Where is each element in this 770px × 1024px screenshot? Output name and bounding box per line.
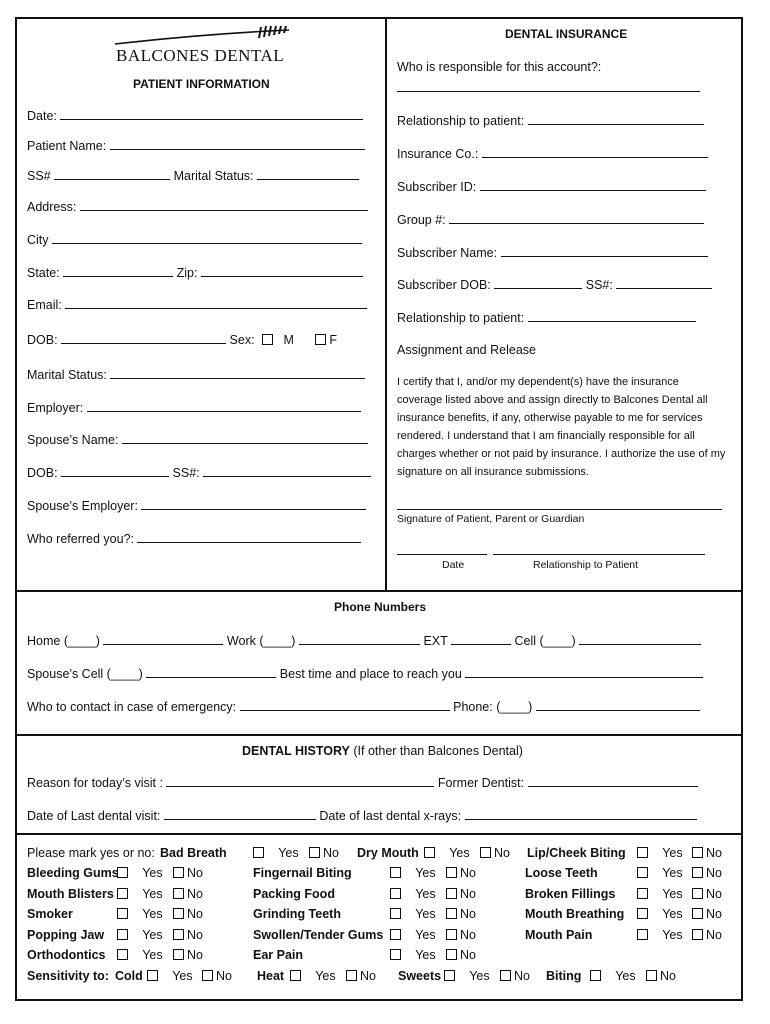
sensitivity-sweets-no-checkbox[interactable]: [500, 970, 511, 981]
condition-mouth-pain: Mouth Pain: [525, 928, 593, 942]
condition-mouth-breathing-no[interactable]: [692, 907, 722, 921]
condition-popping-jaw: Popping Jaw: [27, 928, 105, 942]
condition-dry-mouth-yes[interactable]: [424, 846, 470, 860]
sensitivity-sweets-no[interactable]: [500, 969, 530, 983]
signature-field[interactable]: [397, 498, 722, 513]
condition-grinding-teeth-yes-label: Yes: [412, 907, 436, 921]
condition-ear-pain-no[interactable]: [446, 948, 476, 962]
sensitivity-biting-no[interactable]: [646, 969, 676, 983]
condition-fingernail-biting-no-label: No: [460, 866, 476, 880]
condition-broken-fillings-no-checkbox[interactable]: [692, 888, 703, 899]
phone-row-1[interactable]: Home (____) Work (____) EXT Cell (____): [27, 633, 701, 648]
sign-relationship-field[interactable]: [493, 543, 705, 558]
employer-field[interactable]: Employer:: [27, 400, 361, 415]
condition-lip-cheek-biting-no[interactable]: [692, 846, 722, 860]
address-field[interactable]: Address:: [27, 199, 368, 214]
condition-grinding-teeth-no-label: No: [460, 907, 476, 921]
condition-fingernail-biting-no[interactable]: [446, 866, 476, 880]
date-field[interactable]: Date:: [27, 108, 363, 123]
sex-f-checkbox[interactable]: [315, 334, 326, 345]
assignment-text: I certify that I, and/or my dependent(s) have the insurance coverage listed above and assign directly to Balcones Dental all insurance benefits, if any, otherwise payable to me for services rendered. I understand that I am financially responsible for all charges whether or not paid by insurance. I authorize the use of my signature on all insurance submissions.: [397, 376, 726, 478]
dob-sex-field[interactable]: DOB: Sex: M F: [27, 333, 338, 347]
condition-mouth-pain-yes[interactable]: [637, 928, 683, 942]
subscriber-dob-field[interactable]: Subscriber DOB: SS#:: [397, 277, 712, 292]
condition-orthodontics-yes-checkbox[interactable]: [117, 949, 128, 960]
condition-dry-mouth: Dry Mouth: [357, 846, 419, 860]
sensitivity-biting-yes-checkbox[interactable]: [590, 970, 601, 981]
section-divider-history: [15, 734, 743, 736]
group-field[interactable]: Group #:: [397, 212, 704, 227]
condition-lip-cheek-biting-yes-label: Yes: [659, 846, 683, 860]
condition-swollen-tender-gums-yes[interactable]: [390, 928, 436, 942]
sensitivity-heat-yes[interactable]: [290, 969, 336, 983]
sensitivity-biting-no-label: No: [660, 969, 676, 983]
condition-bleeding-gums-no-checkbox[interactable]: [173, 867, 184, 878]
sex-m-checkbox[interactable]: [262, 334, 273, 345]
condition-loose-teeth-yes-label: Yes: [659, 866, 683, 880]
condition-fingernail-biting-yes[interactable]: [390, 866, 436, 880]
condition-orthodontics-no[interactable]: [173, 948, 203, 962]
condition-popping-jaw-no-label: No: [187, 928, 203, 942]
subscriber-name-field[interactable]: Subscriber Name:: [397, 245, 708, 260]
sensitivity-sweets-yes-label: Yes: [466, 969, 490, 983]
condition-mouth-blisters-no-checkbox[interactable]: [173, 888, 184, 899]
responsible-field[interactable]: [397, 80, 700, 95]
sensitivity-cold: Cold: [115, 969, 143, 983]
condition-mouth-breathing-no-checkbox[interactable]: [692, 908, 703, 919]
sign-relationship-label: Relationship to Patient: [533, 559, 639, 571]
condition-lip-cheek-biting-no-checkbox[interactable]: [692, 847, 703, 858]
condition-loose-teeth: Loose Teeth: [525, 866, 598, 880]
condition-bad-breath-no-label: No: [323, 846, 339, 860]
condition-ear-pain: Ear Pain: [253, 948, 304, 962]
sensitivity-sweets-yes[interactable]: [444, 969, 490, 983]
condition-dry-mouth-no[interactable]: [480, 846, 510, 860]
condition-fingernail-biting-yes-label: Yes: [412, 866, 436, 880]
phone-row-2[interactable]: Spouse’s Cell (____) Best time and place to reach you: [27, 666, 703, 681]
assignment-title: Assignment and Release: [397, 343, 536, 357]
condition-dry-mouth-yes-checkbox[interactable]: [424, 847, 435, 858]
condition-smoker-yes-label: Yes: [139, 907, 163, 921]
sensitivity-cold-no-checkbox[interactable]: [202, 970, 213, 981]
sensitivity-cold-yes[interactable]: [147, 969, 193, 983]
signature-label: Signature of Patient, Parent or Guardian: [397, 513, 585, 525]
section-divider-checklist: [15, 833, 743, 835]
sensitivity-biting-no-checkbox[interactable]: [646, 970, 657, 981]
condition-fingernail-biting-yes-checkbox[interactable]: [390, 867, 401, 878]
spouse-employer-field[interactable]: Spouse’s Employer:: [27, 498, 366, 513]
condition-popping-jaw-no[interactable]: [173, 928, 203, 942]
condition-mouth-breathing-no-label: No: [706, 907, 722, 921]
condition-mouth-pain-yes-label: Yes: [659, 928, 683, 942]
condition-bleeding-gums-yes[interactable]: [117, 866, 163, 880]
condition-packing-food-no-label: No: [460, 887, 476, 901]
condition-bleeding-gums-yes-label: Yes: [139, 866, 163, 880]
condition-fingernail-biting-no-checkbox[interactable]: [446, 867, 457, 878]
condition-bleeding-gums-no[interactable]: [173, 866, 203, 880]
condition-lip-cheek-biting-no-label: No: [706, 846, 722, 860]
condition-bleeding-gums-yes-checkbox[interactable]: [117, 867, 128, 878]
condition-popping-jaw-yes-checkbox[interactable]: [117, 929, 128, 940]
email-field[interactable]: Email:: [27, 297, 367, 312]
patient-info-title: PATIENT INFORMATION: [133, 77, 270, 91]
city-field[interactable]: City: [27, 232, 362, 247]
sign-date-label: Date: [442, 559, 465, 571]
condition-mouth-breathing-yes-checkbox[interactable]: [637, 908, 648, 919]
history-row-1[interactable]: Reason for today’s visit : Former Dentist:: [27, 775, 698, 790]
condition-mouth-blisters-yes-checkbox[interactable]: [117, 888, 128, 899]
ssn-field[interactable]: SS# Marital Status:: [27, 168, 359, 183]
condition-swollen-tender-gums-no-label: No: [460, 928, 476, 942]
condition-bleeding-gums: Bleeding Gums: [27, 866, 119, 880]
condition-packing-food-yes-checkbox[interactable]: [390, 888, 401, 899]
condition-loose-teeth-no[interactable]: [692, 866, 722, 880]
condition-broken-fillings-yes-label: Yes: [659, 887, 683, 901]
condition-loose-teeth-yes[interactable]: [637, 866, 683, 880]
marital-status-field[interactable]: Marital Status:: [27, 367, 365, 382]
phones-title: Phone Numbers: [334, 600, 427, 614]
sensitivity-biting-yes-label: Yes: [612, 969, 636, 983]
sensitivity-heat-no[interactable]: [346, 969, 376, 983]
referred-field[interactable]: Who referred you?:: [27, 531, 361, 546]
sensitivity-cold-no[interactable]: [202, 969, 232, 983]
sign-date-field[interactable]: [397, 543, 487, 558]
responsible-label: Who is responsible for this account?:: [397, 60, 602, 74]
condition-packing-food-no[interactable]: [446, 887, 476, 901]
condition-orthodontics-no-label: No: [187, 948, 203, 962]
condition-mouth-breathing-yes-label: Yes: [659, 907, 683, 921]
sensitivity-heat-no-checkbox[interactable]: [346, 970, 357, 981]
condition-mouth-blisters-no-label: No: [187, 887, 203, 901]
condition-mouth-pain-yes-checkbox[interactable]: [637, 929, 648, 940]
condition-popping-jaw-yes[interactable]: [117, 928, 163, 942]
condition-swollen-tender-gums-no[interactable]: [446, 928, 476, 942]
condition-bad-breath-yes-checkbox[interactable]: [253, 847, 264, 858]
condition-packing-food-yes[interactable]: [390, 887, 436, 901]
condition-bleeding-gums-no-label: No: [187, 866, 203, 880]
condition-ear-pain-no-label: No: [460, 948, 476, 962]
condition-bad-breath: Bad Breath: [160, 846, 227, 860]
sensitivity-cold-no-label: No: [216, 969, 232, 983]
condition-dry-mouth-no-label: No: [494, 846, 510, 860]
condition-mouth-breathing-yes[interactable]: [637, 907, 683, 921]
condition-bad-breath-no[interactable]: [309, 846, 339, 860]
insurance-title: DENTAL INSURANCE: [505, 27, 628, 41]
condition-smoker-no-checkbox[interactable]: [173, 908, 184, 919]
condition-orthodontics-yes-label: Yes: [139, 948, 163, 962]
column-divider: [385, 17, 387, 592]
condition-ear-pain-no-checkbox[interactable]: [446, 949, 457, 960]
condition-swollen-tender-gums-yes-label: Yes: [412, 928, 436, 942]
condition-orthodontics-yes[interactable]: [117, 948, 163, 962]
condition-broken-fillings-no[interactable]: [692, 887, 722, 901]
condition-smoker: Smoker: [27, 907, 73, 921]
condition-grinding-teeth-yes[interactable]: [390, 907, 436, 921]
condition-ear-pain-yes-label: Yes: [412, 948, 436, 962]
condition-broken-fillings: Broken Fillings: [525, 887, 616, 901]
spouse-name-field[interactable]: Spouse’s Name:: [27, 432, 368, 447]
sensitivity-sweets-no-label: No: [514, 969, 530, 983]
spouse-dob-ssn-field[interactable]: DOB: SS#:: [27, 465, 371, 480]
condition-mouth-blisters-yes[interactable]: [117, 887, 163, 901]
sensitivity-heat-no-label: No: [360, 969, 376, 983]
condition-mouth-breathing: Mouth Breathing: [525, 907, 625, 921]
condition-grinding-teeth-no[interactable]: [446, 907, 476, 921]
subscriber-id-field[interactable]: Subscriber ID:: [397, 179, 706, 194]
condition-orthodontics-no-checkbox[interactable]: [173, 949, 184, 960]
condition-mouth-blisters-yes-label: Yes: [139, 887, 163, 901]
history-row-2[interactable]: Date of Last dental visit: Date of last dental x-rays:: [27, 808, 697, 823]
condition-packing-food-yes-label: Yes: [412, 887, 436, 901]
condition-orthodontics: Orthodontics: [27, 948, 106, 962]
condition-mouth-pain-no[interactable]: [692, 928, 722, 942]
condition-broken-fillings-yes[interactable]: [637, 887, 683, 901]
condition-bad-breath-yes[interactable]: [253, 846, 299, 860]
condition-lip-cheek-biting: Lip/Cheek Biting: [527, 846, 626, 860]
condition-bad-breath-no-checkbox[interactable]: [309, 847, 320, 858]
condition-swollen-tender-gums-no-checkbox[interactable]: [446, 929, 457, 940]
condition-smoker-yes[interactable]: [117, 907, 163, 921]
condition-loose-teeth-yes-checkbox[interactable]: [637, 867, 648, 878]
logo-teeth-icon: [113, 24, 293, 46]
condition-mouth-pain-no-label: No: [706, 928, 722, 942]
condition-lip-cheek-biting-yes[interactable]: [637, 846, 683, 860]
condition-ear-pain-yes[interactable]: [390, 948, 436, 962]
condition-dry-mouth-yes-label: Yes: [446, 846, 470, 860]
condition-broken-fillings-yes-checkbox[interactable]: [637, 888, 648, 899]
condition-smoker-no-label: No: [187, 907, 203, 921]
condition-grinding-teeth-no-checkbox[interactable]: [446, 908, 457, 919]
sensitivity-heat: Heat: [257, 969, 285, 983]
condition-popping-jaw-no-checkbox[interactable]: [173, 929, 184, 940]
sensitivity-heat-yes-label: Yes: [312, 969, 336, 983]
sensitivity-biting-yes[interactable]: [590, 969, 636, 983]
history-title: DENTAL HISTORY (If other than Balcones Dental): [242, 744, 523, 758]
section-divider-phones: [15, 590, 743, 592]
condition-loose-teeth-no-label: No: [706, 866, 722, 880]
condition-swollen-tender-gums-yes-checkbox[interactable]: [390, 929, 401, 940]
logo-text: BALCONES DENTAL: [116, 46, 285, 65]
checklist-intro: Please mark yes or no:: [27, 846, 155, 860]
condition-mouth-blisters-no[interactable]: [173, 887, 203, 901]
condition-lip-cheek-biting-yes-checkbox[interactable]: [637, 847, 648, 858]
condition-swollen-tender-gums: Swollen/Tender Gums: [253, 928, 384, 942]
condition-ear-pain-yes-checkbox[interactable]: [390, 949, 401, 960]
relationship2-field[interactable]: Relationship to patient:: [397, 310, 696, 325]
condition-grinding-teeth-yes-checkbox[interactable]: [390, 908, 401, 919]
sensitivity-label: Sensitivity to:: [27, 969, 109, 983]
condition-bad-breath-yes-label: Yes: [275, 846, 299, 860]
condition-grinding-teeth: Grinding Teeth: [253, 907, 341, 921]
condition-mouth-blisters: Mouth Blisters: [27, 887, 114, 901]
sensitivity-cold-yes-checkbox[interactable]: [147, 970, 158, 981]
sensitivity-cold-yes-label: Yes: [169, 969, 193, 983]
condition-popping-jaw-yes-label: Yes: [139, 928, 163, 942]
relationship-field[interactable]: Relationship to patient:: [397, 113, 704, 128]
condition-loose-teeth-no-checkbox[interactable]: [692, 867, 703, 878]
condition-fingernail-biting: Fingernail Biting: [253, 866, 352, 880]
condition-dry-mouth-no-checkbox[interactable]: [480, 847, 491, 858]
state-zip-field[interactable]: State: Zip:: [27, 265, 363, 280]
insurance-co-field[interactable]: Insurance Co.:: [397, 146, 708, 161]
condition-broken-fillings-no-label: No: [706, 887, 722, 901]
sensitivity-sweets-yes-checkbox[interactable]: [444, 970, 455, 981]
patient-name-field[interactable]: Patient Name:: [27, 138, 365, 153]
sensitivity-heat-yes-checkbox[interactable]: [290, 970, 301, 981]
sensitivity-biting: Biting: [546, 969, 582, 983]
condition-mouth-pain-no-checkbox[interactable]: [692, 929, 703, 940]
sensitivity-sweets: Sweets: [398, 969, 442, 983]
condition-smoker-no[interactable]: [173, 907, 203, 921]
condition-packing-food: Packing Food: [253, 887, 335, 901]
phone-row-3[interactable]: Who to contact in case of emergency: Phone: (____): [27, 699, 700, 714]
condition-smoker-yes-checkbox[interactable]: [117, 908, 128, 919]
condition-packing-food-no-checkbox[interactable]: [446, 888, 457, 899]
